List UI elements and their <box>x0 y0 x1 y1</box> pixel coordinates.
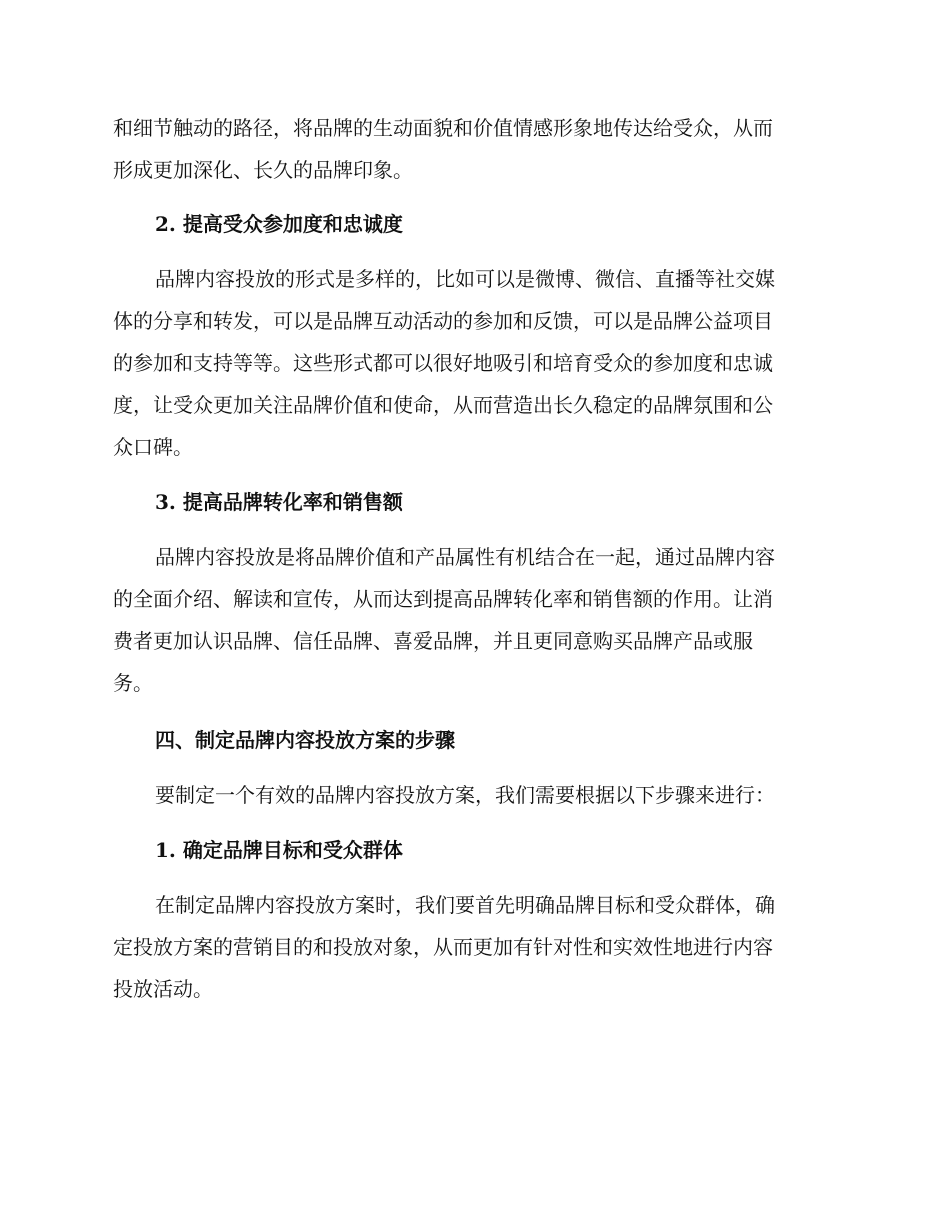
paragraph-line: 要制定一个有效的品牌内容投放方案，我们需要根据以下步骤来进行： <box>155 783 775 807</box>
paragraph-line: 和细节触动的路径，将品牌的生动面貌和价值情感形象地传达给受众，从而 <box>113 116 773 140</box>
paragraph-line: 在制定品牌内容投放方案时，我们要首先明确品牌目标和受众群体，确 <box>155 893 775 917</box>
section-heading: 四、制定品牌内容投放方案的步骤 <box>155 728 455 752</box>
paragraph-line: 度，让受众更加关注品牌价值和使命，从而营造出长久稳定的品牌氛围和公 <box>113 393 773 417</box>
paragraph-line: 形成更加深化、长久的品牌印象。 <box>113 158 413 182</box>
paragraph-line: 费者更加认识品牌、信任品牌、喜爱品牌，并且更同意购买品牌产品或服 <box>113 629 753 653</box>
paragraph-line: 的参加和支持等等。这些形式都可以很好地吸引和培育受众的参加度和忠诚 <box>113 351 773 375</box>
paragraph-line: 品牌内容投放是将品牌价值和产品属性有机结合在一起，通过品牌内容 <box>155 545 775 569</box>
paragraph-line: 定投放方案的营销目的和投放对象，从而更加有针对性和实效性地进行内容 <box>113 935 773 959</box>
section-heading: 3. 提高品牌转化率和销售额 <box>155 490 403 514</box>
paragraph-line: 众口碑。 <box>113 435 193 459</box>
section-heading: 2. 提高受众参加度和忠诚度 <box>155 212 403 236</box>
paragraph-line: 投放活动。 <box>113 977 213 1001</box>
paragraph-line: 务。 <box>113 671 153 695</box>
section-heading: 1. 确定品牌目标和受众群体 <box>155 838 403 862</box>
paragraph-line: 的全面介绍、解读和宣传，从而达到提高品牌转化率和销售额的作用。让消 <box>113 587 773 611</box>
paragraph-line: 品牌内容投放的形式是多样的，比如可以是微博、微信、直播等社交媒 <box>155 267 775 291</box>
paragraph-line: 体的分享和转发，可以是品牌互动活动的参加和反馈，可以是品牌公益项目 <box>113 309 773 333</box>
